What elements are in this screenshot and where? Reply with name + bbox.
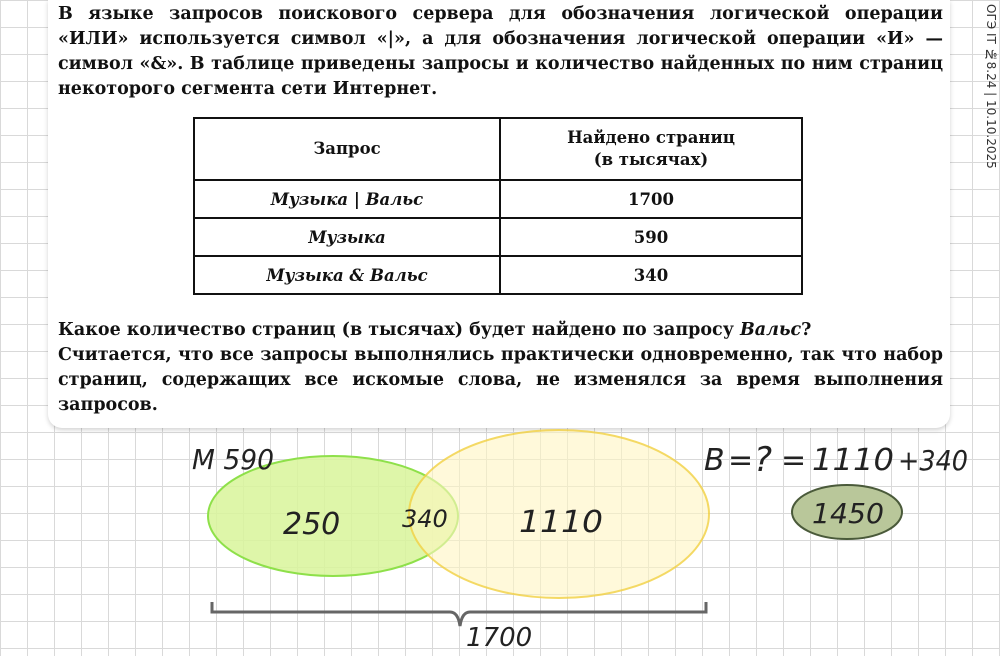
union-brace (212, 602, 706, 626)
header-query: Запрос (194, 118, 500, 180)
eq-sign-1: = (728, 443, 754, 478)
query-cell: Музыка & Вальс (194, 256, 500, 294)
answer-value: 1450 (812, 497, 884, 530)
pages-cell: 340 (500, 256, 802, 294)
side-label: ОГЭ IT №8.24 | 10.10.2025 (984, 4, 998, 169)
query-cell: Музыка | Вальс (194, 180, 500, 218)
right-only-value: 1110 (519, 505, 603, 540)
header-pages-title: Найдено страниц (567, 128, 735, 147)
question-term: Вальс (740, 320, 802, 340)
question-suffix: ? (801, 320, 812, 340)
question-prefix: Какое количество страниц (в тысячах) будет найдено по запросу (58, 320, 740, 340)
music-label: M 590 (192, 443, 274, 476)
intersection-value: 340 (402, 505, 448, 533)
pages-cell: 590 (500, 218, 802, 256)
eq-unknown: ? (754, 440, 773, 480)
query-cell: Музыка (194, 218, 500, 256)
eq-plus-term: +340 (898, 444, 968, 477)
eq-sign-2: = (781, 443, 807, 478)
left-only-value: 250 (283, 507, 341, 542)
pages-cell: 1700 (500, 180, 802, 218)
question-note: Считается, что все запросы выполнялись практически одновременно, так что набор страниц, содержащих все искомые слова, не изменялся за время выполнения запросов. (58, 345, 943, 415)
eq-variable: B (704, 443, 725, 478)
union-total: 1700 (466, 623, 533, 653)
problem-intro: В языке запросов поискового сервера для обозначения логической операции «ИЛИ» используется символ «|», а для обозначения логической операции «И» — символ «&». В таблице приведены запросы и количество найденных по ним страниц некоторого сегмента сети Интернет. (58, 4, 943, 99)
eq-expression: 1110 (812, 443, 894, 478)
header-pages-unit: (в тысячах) (593, 150, 709, 169)
